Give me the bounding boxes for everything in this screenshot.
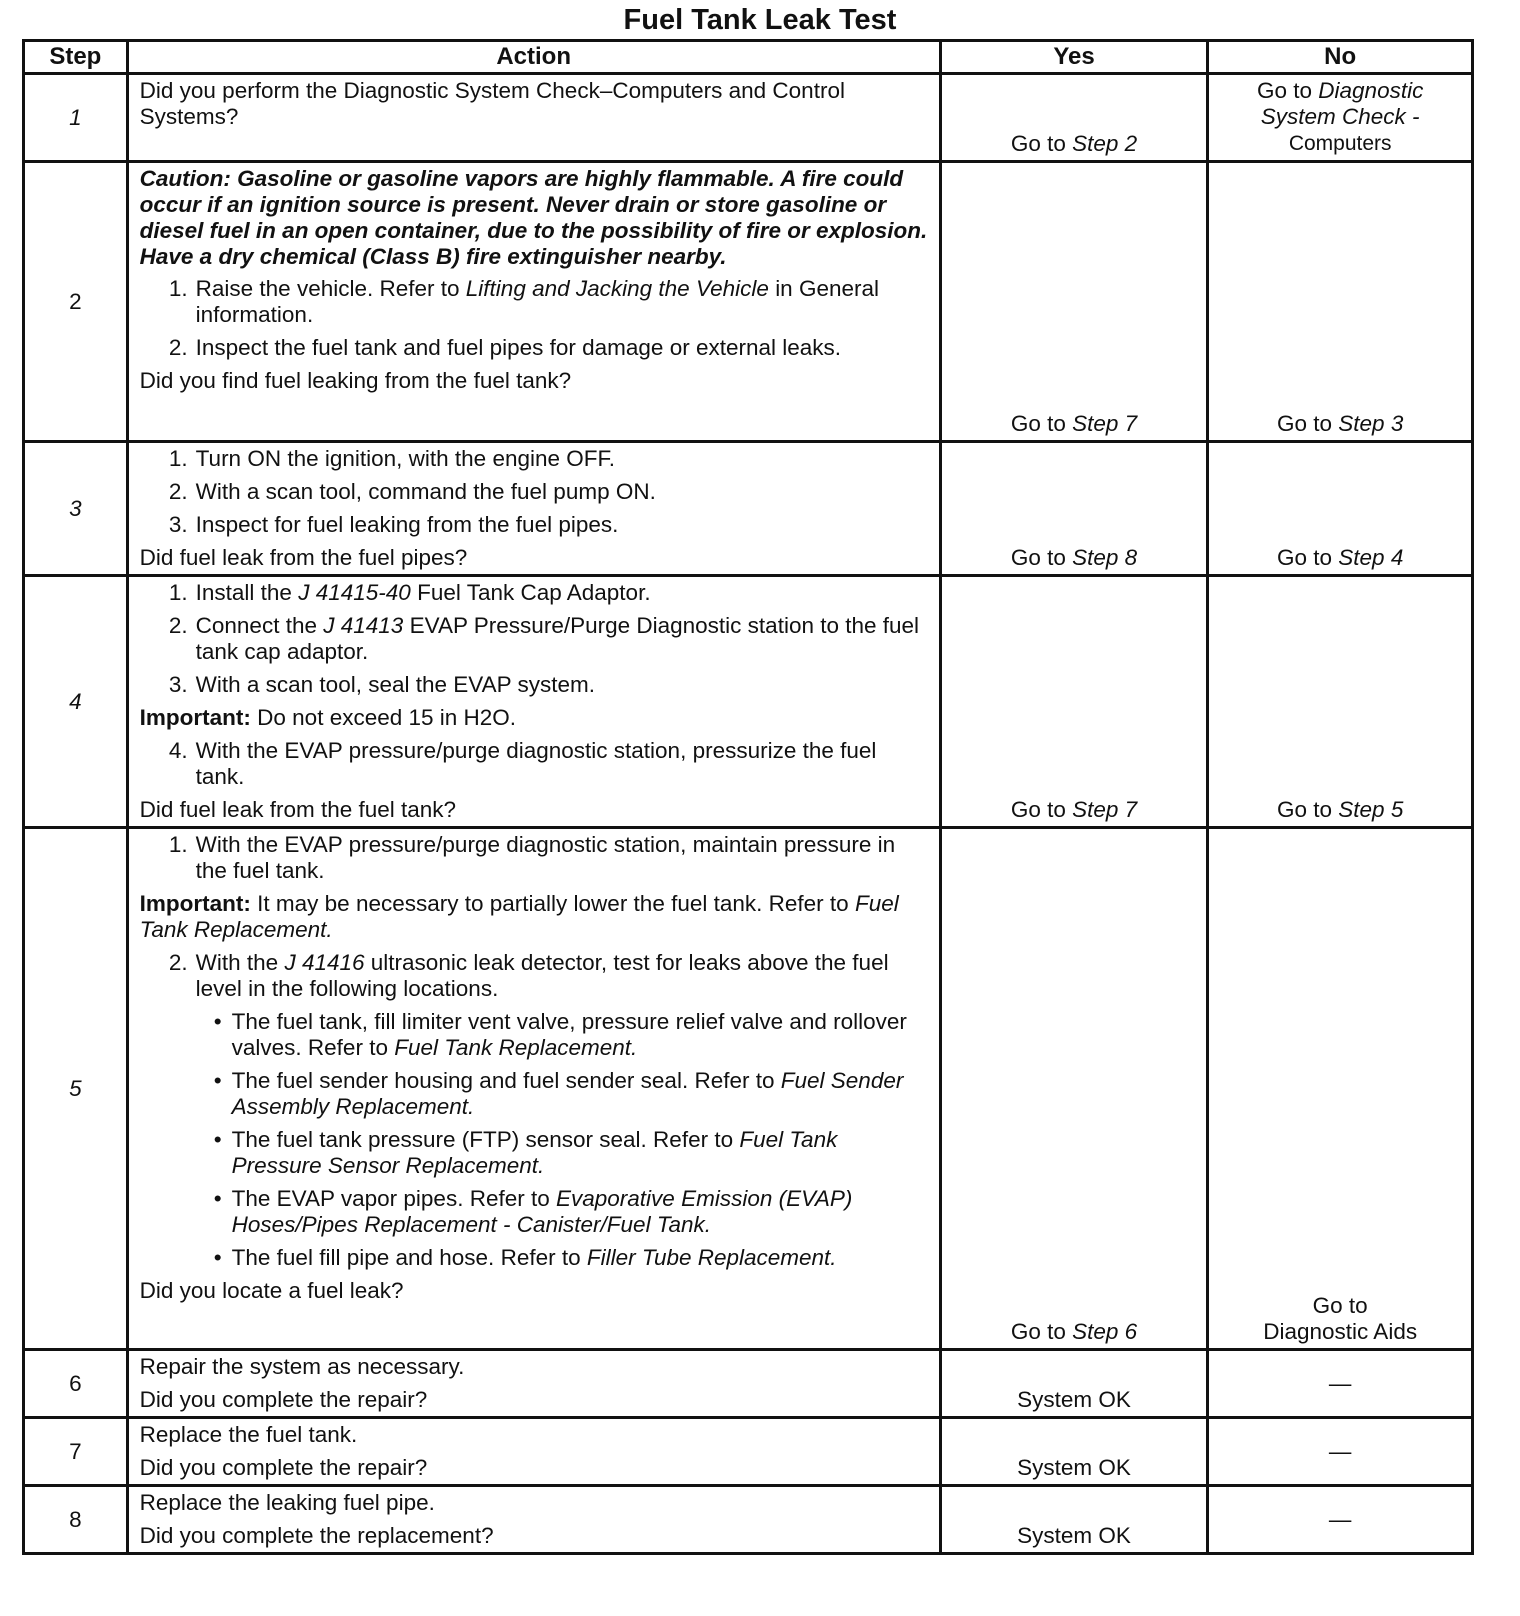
list-item [140, 1068, 928, 1120]
list-item [140, 613, 928, 665]
step-number: 4 [24, 576, 128, 828]
go-to-text: Go to [1010, 411, 1066, 436]
yes-cell [940, 442, 1208, 576]
table-row [24, 1486, 1473, 1554]
list-item [140, 479, 928, 505]
item-number: 3. [168, 672, 188, 697]
item-text: Raise the vehicle. Refer to [195, 276, 460, 301]
yes-result: System OK [940, 1486, 1208, 1554]
caution-text: Caution: Gasoline or gasoline vapors are highly flammable. A fire could occur if an ignition source is present. Never drain or store gasoline or diesel fuel in an open container, due to the possibility of fire or explosion. Have a dry chemical (Class B) fire extinguisher nearby. [139, 166, 928, 269]
item-text: Connect the [195, 613, 317, 638]
question-text: Did you complete the replacement? [139, 1523, 494, 1548]
step-number: 8 [24, 1486, 128, 1554]
no-result: — [1208, 1486, 1473, 1554]
item-number: 3. [168, 512, 188, 537]
tool-reference: J 41415-40 [298, 580, 411, 605]
bullet-icon: • [213, 1245, 222, 1270]
no-link[interactable]: Step 4 [1338, 545, 1404, 570]
important-note [140, 891, 928, 943]
item-text: EVAP Pressure/Purge Diagnostic station to the fuel tank cap adaptor. [195, 613, 920, 664]
diagnostic-table [22, 39, 1474, 1555]
yes-link[interactable]: Step 2 [1072, 131, 1138, 156]
go-to-text: Go to [1276, 411, 1333, 436]
procedure-list [140, 832, 928, 884]
important-text: It may be necessary to partially lower the fuel tank. Refer to [257, 891, 849, 916]
list-item [140, 512, 928, 538]
item-text: With a scan tool, seal the EVAP system. [195, 672, 595, 697]
yes-cell [940, 162, 1208, 442]
item-number: 1. [168, 832, 188, 857]
yes-link[interactable]: Step 7 [1072, 411, 1138, 436]
no-link[interactable]: Diagnostic System Check - [1260, 78, 1424, 129]
list-item [140, 1009, 928, 1061]
step-number: 1 [24, 74, 128, 162]
table-row [24, 576, 1473, 828]
bullet-icon: • [213, 1009, 222, 1034]
table-row [24, 1350, 1473, 1418]
item-number: 1. [168, 580, 188, 605]
table-row [24, 74, 1473, 162]
item-text: Fuel Tank Cap Adaptor. [417, 580, 651, 605]
action-text: Replace the leaking fuel pipe. [139, 1490, 435, 1515]
no-cell [1208, 74, 1473, 162]
reference-link[interactable]: Fuel Tank Replacement. [394, 1035, 638, 1060]
item-text: Install the [195, 580, 292, 605]
yes-cell [940, 828, 1208, 1350]
bullet-icon: • [213, 1068, 222, 1093]
item-number: 2. [168, 335, 188, 360]
step-number: 2 [24, 162, 128, 442]
item-number: 1. [168, 276, 188, 301]
step-number: 7 [24, 1418, 128, 1486]
yes-cell [940, 74, 1208, 162]
list-item [140, 446, 928, 472]
procedure-list [140, 580, 928, 698]
important-text: Do not exceed 15 in H2O. [257, 705, 517, 730]
action-cell [127, 162, 940, 442]
item-text: The fuel fill pipe and hose. Refer to [231, 1245, 581, 1270]
no-cell [1208, 576, 1473, 828]
go-to-text: Go to [1312, 1293, 1368, 1318]
item-text: With the EVAP pressure/purge diagnostic station, pressurize the fuel tank. [195, 738, 877, 789]
item-text: The fuel sender housing and fuel sender seal. Refer to [231, 1068, 775, 1093]
table-row [24, 828, 1473, 1350]
item-text: Inspect for fuel leaking from the fuel pipes. [195, 512, 619, 537]
no-cell [1208, 442, 1473, 576]
page-title: Fuel Tank Leak Test [623, 4, 897, 36]
item-text: Inspect the fuel tank and fuel pipes for damage or external leaks. [195, 335, 842, 360]
no-cell [1208, 162, 1473, 442]
tool-reference: J 41413 [323, 613, 404, 638]
step-number: 3 [24, 442, 128, 576]
list-item [140, 1127, 928, 1179]
action-cell [127, 828, 940, 1350]
go-to-text: Go to [1276, 797, 1333, 822]
list-item [140, 276, 928, 328]
question-text: Did you find fuel leaking from the fuel tank? [139, 368, 572, 393]
question-text: Did fuel leak from the fuel tank? [139, 797, 457, 822]
yes-result: System OK [940, 1418, 1208, 1486]
no-link[interactable]: Diagnostic Aids [1263, 1319, 1418, 1344]
procedure-list [140, 446, 928, 538]
question-text: Did you complete the repair? [139, 1387, 428, 1412]
header-action: Action [127, 41, 940, 74]
no-result: — [1208, 1418, 1473, 1486]
header-yes: Yes [940, 41, 1208, 74]
go-to-text: Go to [1256, 78, 1313, 103]
yes-link[interactable]: Step 8 [1072, 545, 1138, 570]
question-text: Did you locate a fuel leak? [139, 1278, 404, 1303]
item-number: 2. [168, 613, 188, 638]
item-text: With the [195, 950, 279, 975]
table-row [24, 1418, 1473, 1486]
item-number: 2. [168, 479, 188, 504]
list-item [140, 738, 928, 790]
table-header-row [24, 41, 1473, 74]
list-item [140, 335, 928, 361]
bullet-icon: • [213, 1127, 222, 1152]
no-result: — [1208, 1350, 1473, 1418]
bullet-icon: • [213, 1186, 222, 1211]
action-text: Replace the fuel tank. [139, 1422, 358, 1447]
list-item [140, 1186, 928, 1238]
go-to-text: Go to [1276, 545, 1333, 570]
action-cell [127, 442, 940, 576]
go-to-text: Go to [1010, 545, 1066, 570]
no-link[interactable]: Step 3 [1338, 411, 1404, 436]
go-to-text: Go to [1010, 1319, 1066, 1344]
yes-cell [940, 576, 1208, 828]
header-no: No [1208, 41, 1473, 74]
question-text: Did you perform the Diagnostic System Check–Computers and Control Systems? [139, 78, 845, 129]
table-row [24, 442, 1473, 576]
reference-link[interactable]: Filler Tube Replacement. [586, 1245, 837, 1270]
list-item [140, 950, 928, 1002]
tool-reference: J 41416 [284, 950, 365, 975]
list-item [140, 580, 928, 606]
list-item [140, 1245, 928, 1271]
action-text: Repair the system as necessary. [139, 1354, 465, 1379]
procedure-list [140, 738, 928, 790]
step-number: 5 [24, 828, 128, 1350]
go-to-text: Go to [1010, 131, 1066, 156]
question-text: Did fuel leak from the fuel pipes? [139, 545, 468, 570]
item-text: With a scan tool, command the fuel pump ON. [195, 479, 656, 504]
table-row [24, 162, 1473, 442]
list-item [140, 832, 928, 884]
location-list [140, 1009, 928, 1271]
important-label: Important: [139, 891, 251, 916]
item-number: 1. [168, 446, 188, 471]
reference-link[interactable]: Lifting and Jacking the Vehicle [465, 276, 769, 301]
yes-link[interactable]: Step 6 [1072, 1319, 1138, 1344]
header-step: Step [24, 41, 128, 74]
procedure-list [140, 950, 928, 1002]
item-text: The fuel tank pressure (FTP) sensor seal. Refer to [231, 1127, 734, 1152]
reference-link[interactable]: Fuel Tank Pressure Sensor Replacement. [231, 1127, 838, 1178]
item-text: With the EVAP pressure/purge diagnostic station, maintain pressure in the fuel tank. [195, 832, 896, 883]
action-cell [127, 1418, 940, 1486]
procedure-list [140, 276, 928, 361]
action-cell [127, 74, 940, 162]
go-to-text: Go to [1010, 797, 1066, 822]
item-number: 2. [168, 950, 188, 975]
no-link-tail[interactable]: Computers [1288, 132, 1392, 155]
no-cell [1208, 828, 1473, 1350]
step-number: 6 [24, 1350, 128, 1418]
item-text: in General information. [195, 276, 879, 327]
item-text: The EVAP vapor pipes. Refer to [231, 1186, 550, 1211]
no-link[interactable]: Step 5 [1338, 797, 1404, 822]
list-item [140, 672, 928, 698]
item-number: 4. [168, 738, 188, 763]
question-text: Did you complete the repair? [139, 1455, 428, 1480]
reference-link[interactable]: Fuel Tank Replacement. [139, 891, 899, 942]
item-text: ultrasonic leak detector, test for leaks above the fuel level in the following locations. [195, 950, 889, 1001]
reference-link[interactable]: Evaporative Emission (EVAP) Hoses/Pipes Replacement - Canister/Fuel Tank. [231, 1186, 853, 1237]
item-text: Turn ON the ignition, with the engine OFF. [195, 446, 616, 471]
important-note [140, 705, 928, 731]
action-cell [127, 1350, 940, 1418]
reference-link[interactable]: Fuel Sender Assembly Replacement. [231, 1068, 904, 1119]
yes-link[interactable]: Step 7 [1072, 797, 1138, 822]
item-text: The fuel tank, fill limiter vent valve, pressure relief valve and rollover valves. Refer to [231, 1009, 907, 1060]
important-label: Important: [139, 705, 251, 730]
action-cell [127, 1486, 940, 1554]
action-cell [127, 576, 940, 828]
yes-result: System OK [940, 1350, 1208, 1418]
